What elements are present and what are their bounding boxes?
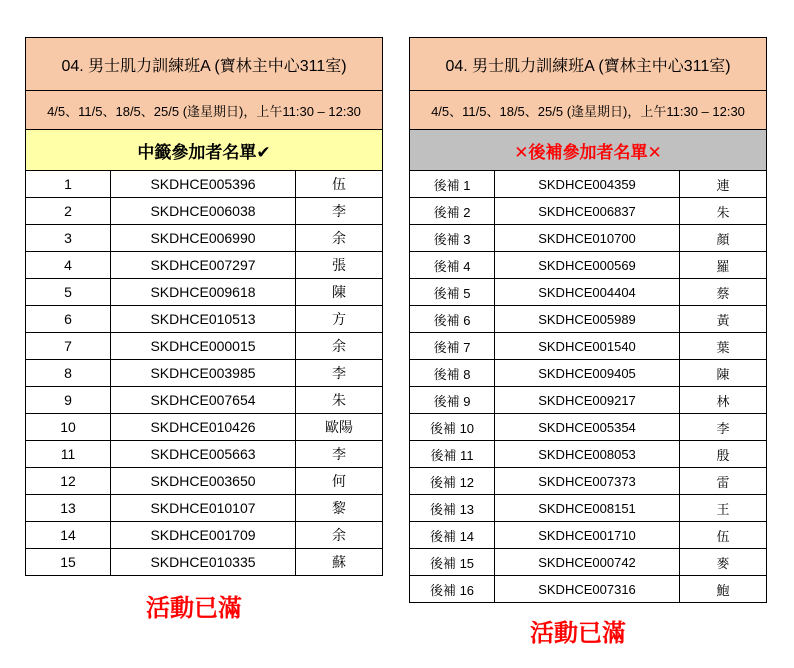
row-number: 6 xyxy=(26,306,111,333)
row-number: 後補 13 xyxy=(410,495,495,522)
row-number: 後補 2 xyxy=(410,198,495,225)
table-row xyxy=(410,198,767,225)
table-row xyxy=(26,414,383,441)
member-surname: 鮑 xyxy=(680,576,767,603)
row-number: 後補 16 xyxy=(410,576,495,603)
member-code: SKDHCE003985 xyxy=(111,360,296,387)
check-icon: ✔ xyxy=(256,142,271,162)
class-title: 04. 男士肌力訓練班A (寶林主中心311室) xyxy=(410,38,767,91)
table-row xyxy=(410,549,767,576)
member-surname: 李 xyxy=(296,441,383,468)
member-surname: 李 xyxy=(680,414,767,441)
row-number: 後補 5 xyxy=(410,279,495,306)
member-surname: 殷 xyxy=(680,441,767,468)
row-number: 後補 11 xyxy=(410,441,495,468)
member-surname: 朱 xyxy=(296,387,383,414)
row-number: 15 xyxy=(26,549,111,576)
table-row xyxy=(26,522,383,549)
member-code: SKDHCE010426 xyxy=(111,414,296,441)
member-code: SKDHCE001540 xyxy=(495,333,680,360)
table-row xyxy=(410,576,767,603)
member-code: SKDHCE008151 xyxy=(495,495,680,522)
table-row xyxy=(26,279,383,306)
member-code: SKDHCE000569 xyxy=(495,252,680,279)
table-row xyxy=(410,333,767,360)
heading-text: 中籤參加者名單 xyxy=(137,142,257,162)
waitlist-participants-table xyxy=(409,37,767,603)
table-row xyxy=(410,387,767,414)
table-row xyxy=(26,333,383,360)
member-surname: 方 xyxy=(296,306,383,333)
table-row xyxy=(26,306,383,333)
row-number: 10 xyxy=(26,414,111,441)
member-surname: 顏 xyxy=(680,225,767,252)
row-number: 9 xyxy=(26,387,111,414)
member-code: SKDHCE000015 xyxy=(111,333,296,360)
member-code: SKDHCE006038 xyxy=(111,198,296,225)
table-row xyxy=(26,549,383,576)
table-row xyxy=(410,171,767,198)
member-surname: 李 xyxy=(296,360,383,387)
member-surname: 朱 xyxy=(680,198,767,225)
table-row xyxy=(26,171,383,198)
member-surname: 何 xyxy=(296,468,383,495)
row-number: 12 xyxy=(26,468,111,495)
row-number: 後補 12 xyxy=(410,468,495,495)
member-surname: 羅 xyxy=(680,252,767,279)
row-number: 後補 4 xyxy=(410,252,495,279)
member-surname: 李 xyxy=(296,198,383,225)
class-schedule: 4/5、11/5、18/5、25/5 (逢星期日)，上午11:30 – 12:30 xyxy=(410,91,767,130)
member-code: SKDHCE000742 xyxy=(495,549,680,576)
row-number: 11 xyxy=(26,441,111,468)
member-surname: 葉 xyxy=(680,333,767,360)
member-code: SKDHCE005989 xyxy=(495,306,680,333)
table-row xyxy=(26,252,383,279)
row-number: 後補 3 xyxy=(410,225,495,252)
member-surname: 連 xyxy=(680,171,767,198)
list-heading: ✕後補參加者名單✕ xyxy=(410,130,767,171)
table-row xyxy=(410,306,767,333)
row-number: 4 xyxy=(26,252,111,279)
table-row xyxy=(410,414,767,441)
member-code: SKDHCE008053 xyxy=(495,441,680,468)
row-number: 14 xyxy=(26,522,111,549)
member-code: SKDHCE010700 xyxy=(495,225,680,252)
member-code: SKDHCE007654 xyxy=(111,387,296,414)
member-surname: 黎 xyxy=(296,495,383,522)
member-surname: 陳 xyxy=(680,360,767,387)
member-surname: 余 xyxy=(296,522,383,549)
class-schedule: 4/5、11/5、18/5、25/5 (逢星期日)，上午11:30 – 12:30 xyxy=(26,91,383,130)
member-code: SKDHCE009217 xyxy=(495,387,680,414)
table-row xyxy=(26,360,383,387)
table-row xyxy=(26,225,383,252)
table-row xyxy=(410,468,767,495)
member-code: SKDHCE005354 xyxy=(495,414,680,441)
row-number: 1 xyxy=(26,171,111,198)
table-row xyxy=(410,279,767,306)
member-surname: 余 xyxy=(296,225,383,252)
member-code: SKDHCE003650 xyxy=(111,468,296,495)
row-number: 後補 6 xyxy=(410,306,495,333)
row-number: 後補 1 xyxy=(410,171,495,198)
member-code: SKDHCE009405 xyxy=(495,360,680,387)
activity-full-notice: 活動已滿 xyxy=(530,620,626,647)
row-number: 13 xyxy=(26,495,111,522)
member-surname: 林 xyxy=(680,387,767,414)
member-surname: 陳 xyxy=(296,279,383,306)
member-code: SKDHCE009618 xyxy=(111,279,296,306)
row-number: 後補 15 xyxy=(410,549,495,576)
table-row xyxy=(26,198,383,225)
row-number: 後補 10 xyxy=(410,414,495,441)
table-row xyxy=(410,252,767,279)
table-row xyxy=(410,441,767,468)
member-code: SKDHCE005396 xyxy=(111,171,296,198)
table-row xyxy=(26,495,383,522)
member-surname: 蘇 xyxy=(296,549,383,576)
member-code: SKDHCE004359 xyxy=(495,171,680,198)
member-code: SKDHCE006990 xyxy=(111,225,296,252)
member-surname: 麥 xyxy=(680,549,767,576)
member-surname: 伍 xyxy=(680,522,767,549)
member-surname: 蔡 xyxy=(680,279,767,306)
member-code: SKDHCE007316 xyxy=(495,576,680,603)
row-number: 8 xyxy=(26,360,111,387)
row-number: 後補 7 xyxy=(410,333,495,360)
table-row xyxy=(26,441,383,468)
selected-participants-table xyxy=(25,37,383,576)
member-code: SKDHCE005663 xyxy=(111,441,296,468)
list-heading xyxy=(26,130,383,171)
table-row xyxy=(410,360,767,387)
table-row xyxy=(26,468,383,495)
member-surname: 王 xyxy=(680,495,767,522)
row-number: 2 xyxy=(26,198,111,225)
member-surname: 歐陽 xyxy=(296,414,383,441)
member-surname: 伍 xyxy=(296,171,383,198)
table-row xyxy=(410,495,767,522)
row-number: 3 xyxy=(26,225,111,252)
row-number: 5 xyxy=(26,279,111,306)
member-code: SKDHCE010513 xyxy=(111,306,296,333)
row-number: 後補 14 xyxy=(410,522,495,549)
member-code: SKDHCE001710 xyxy=(495,522,680,549)
row-number: 後補 8 xyxy=(410,360,495,387)
table-row xyxy=(410,225,767,252)
member-code: SKDHCE010335 xyxy=(111,549,296,576)
member-code: SKDHCE007297 xyxy=(111,252,296,279)
class-title: 04. 男士肌力訓練班A (寶林主中心311室) xyxy=(26,38,383,91)
member-surname: 張 xyxy=(296,252,383,279)
member-code: SKDHCE007373 xyxy=(495,468,680,495)
member-surname: 雷 xyxy=(680,468,767,495)
row-number: 後補 9 xyxy=(410,387,495,414)
row-number: 7 xyxy=(26,333,111,360)
member-code: SKDHCE001709 xyxy=(111,522,296,549)
member-surname: 黃 xyxy=(680,306,767,333)
member-code: SKDHCE004404 xyxy=(495,279,680,306)
table-row xyxy=(26,387,383,414)
member-surname: 余 xyxy=(296,333,383,360)
member-code: SKDHCE010107 xyxy=(111,495,296,522)
activity-full-notice: 活動已滿 xyxy=(146,595,242,622)
member-code: SKDHCE006837 xyxy=(495,198,680,225)
table-row xyxy=(410,522,767,549)
